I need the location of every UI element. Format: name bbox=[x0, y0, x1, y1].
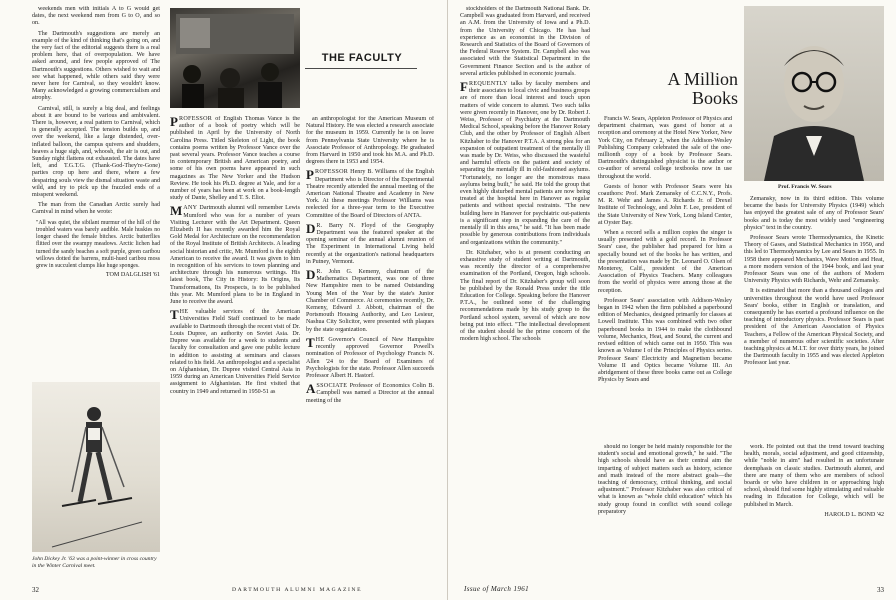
left-col-1-body bbox=[32, 6, 160, 217]
paragraph-text: Governor's Council of New Hampshire recently approved Governor Powell's nomination of Professor of Psychology Francis N. Allen '24 to the Board of Examiners of Psychologists for the state. Professor Allen succeeds Professor Albert H. Hastorf. bbox=[306, 336, 434, 379]
lead-in: ROFESSOR bbox=[314, 169, 349, 176]
paragraph bbox=[170, 309, 300, 395]
lead-in: HE bbox=[179, 309, 189, 316]
paragraph bbox=[598, 184, 732, 227]
paragraph bbox=[598, 444, 732, 516]
paragraph-text: valuable services of the American Universities Field Staff continued to be made available to Dartmouth through the recent visit of Dr. Louis Dupree, an authority on Soviet Asia. Dr. Dupree was available for a week to students and faculty for consultation and gave one public lecture in addition to assisting at seminars and classes related to his field. An anthropologist and a specialist on Afghanistan, Dr. Dupree visited Central Asia in 1959 during an American Universities Field Service assignment to Afghanistan. He first visited that country in 1949 and returned in 1950-51 as bbox=[170, 309, 300, 395]
paragraph bbox=[306, 169, 434, 219]
paragraph: The man from the Canadian Arctic surely had Carnival in mind when he wrote: bbox=[32, 202, 160, 216]
drop-cap: P bbox=[170, 116, 178, 129]
paragraph-text: talks by faculty members and their associates to local civic and business groups are of more than local interest and touch upon matters of wide concern to alumni. Two such talks were given recently in Hanover, one by Dr. Robert J. Weiss, Professor of Psychiatry at the Dartmouth Medical School, speaking before the Hanover Rotary Club, and the other by Professor of English Albert Kitzhaber to the Hanover P.T.A. A strong plea for an expansion of outpatient treatment of the mentally ill was made by Dr. Weiss, who discussed the wasteful and harmful effects on the patient and society of separating the mentally ill in old-fashioned asylums. "Fortunately, no longer are the monstrous mass asylums being built," he said. He told the group that even highly disturbed mental patients are now being treated at the hospital here in Hanover as regular patients and without special restraints. "The new building here in Hanover for psychiatric out-patients is a significant step in expanding the care of the mentally ill in this area," he said. "It has been made possible by generous contributions from individuals and organizations within the community." bbox=[460, 81, 590, 246]
paragraph bbox=[460, 81, 590, 247]
quote-signature: TOM DALGLISH '61 bbox=[105, 272, 160, 279]
paragraph-text: should no longer be held mainly responsible for the student's social and emotional growth," he said. "The high schools should have as their central aim the imparting of subject matters such as history, science and math instead of the more abstract goals—the teaching of democracy, critical thinking, and social adjustment." Professor Kitzhaber was also critical of what is known as "whole child education" which his study group found in conflict with sound college preparatory bbox=[598, 444, 732, 515]
paragraph bbox=[306, 269, 434, 334]
lead-in: R. bbox=[316, 222, 323, 229]
drop-cap: T bbox=[306, 334, 315, 350]
drop-cap: P bbox=[306, 167, 314, 183]
paragraph-text: Barry N. Floyd of the Geography Department was the featured speaker at the opening seminar of the annual alumni reunion of The Experiment in International Living held recently at the organization's national headquarters in Putney, Vermont. bbox=[306, 222, 434, 265]
headline-line-2: Books bbox=[691, 88, 738, 108]
drop-cap: A bbox=[306, 381, 316, 397]
right-col-2-bottom bbox=[598, 444, 732, 574]
drop-cap: T bbox=[170, 307, 179, 323]
portrait-illustration bbox=[744, 6, 884, 181]
right-page bbox=[448, 0, 896, 600]
right-col-3-top bbox=[744, 196, 884, 440]
lead-in: R. bbox=[316, 269, 323, 276]
faculty-header-photo bbox=[170, 8, 300, 108]
headline-line-1: A Million bbox=[667, 69, 738, 89]
paragraph bbox=[598, 116, 732, 181]
issue-footer: Issue of March 1961 bbox=[464, 585, 530, 593]
cross-country-skier-photo bbox=[32, 382, 160, 552]
drop-cap: F bbox=[460, 79, 468, 95]
drop-cap: M bbox=[170, 203, 183, 219]
skier-photo-caption: John Dickey Jr. '63 was a point-winner in cross country in the Winter Carnival meet. bbox=[32, 556, 157, 569]
drop-cap: D bbox=[306, 267, 316, 283]
right-col-3-bottom-body bbox=[744, 444, 884, 509]
paragraph bbox=[460, 6, 590, 78]
skier-illustration bbox=[32, 382, 160, 552]
right-col-2-top bbox=[598, 116, 732, 440]
paragraph bbox=[744, 288, 884, 367]
paragraph-text: When a record sells a million copies the singer is usually presented with a gold record. In Professor Sears' case, the publisher had prepared for him a specially bound set of the books he has written, and the presentation was made by Dr. Leonard O. Olsen of Monterey, Calif., president of the American Association of Physics Teachers. Many colleagues from the world of physics were among those at the reception. bbox=[598, 230, 732, 294]
paragraph-text: Professor Sears wrote Thermodynamics, the Kinetic Theory of Gases, and Statistical Mechanics in 1950, and this led to Thermodynamics by Lee and Sears in 1955. In 1958 there appeared Mechanics, Wave Motion and Heat, a more modern version of the 1944 book, and last year Professor Sears was one of the authors of Modern University Physics with Richards, Wehr and Zemansky. bbox=[744, 235, 884, 285]
left-col-1 bbox=[32, 6, 160, 398]
article-signature: HAROLD L. BOND '42 bbox=[824, 511, 884, 518]
lead-in: ROFESSOR bbox=[178, 116, 213, 122]
drop-cap: D bbox=[306, 220, 316, 236]
portrait-caption: Prof. Francis W. Sears bbox=[778, 184, 832, 190]
paragraph bbox=[306, 383, 434, 405]
lead-in: ANY bbox=[183, 205, 198, 212]
paragraph bbox=[598, 298, 732, 384]
million-books-headline bbox=[598, 70, 738, 108]
lecture-scene-illustration bbox=[170, 8, 300, 108]
paragraph bbox=[306, 116, 434, 166]
right-col-3-bottom bbox=[744, 444, 884, 574]
paragraph-text: Dartmouth alumni will remember Lewis Mumford who was for a number of years Visiting Lecturer with the Art Department. Queen Elizabeth II has recently awarded him the Royal Gold Medal for Architecture on the recommendation of the Royal Institute of British Architects. A leading social historian and critic, Mr. Mumford is the eighth American to receive the award. It was given to him in recognition of his services to town planning and architecture through his numerous writings. His latest book, The City in History: Its Origins, Its Transformations, Its Prospects, is to be published this year. Mr. Mumford plans to be in England in June to receive the award. bbox=[170, 205, 300, 306]
section-title: THE FACULTY bbox=[321, 52, 403, 64]
right-col-1 bbox=[460, 6, 590, 576]
paragraph bbox=[170, 205, 300, 306]
paragraph-text: Professor of Economics Colin B. Campbell was named a Director at the annual meeting of the bbox=[306, 383, 434, 404]
paragraph-text: Henry B. Williams of the English Department who is Director of the Experimental Theatre recently attended the annual meeting of the American National Theatre and Academy in New York. At these meetings Professor Williams was reelected for a three-year term to the Executive Committee of the Board of Directors of ANTA. bbox=[306, 169, 434, 219]
paragraph bbox=[306, 220, 434, 266]
paragraph: The Dartmouth's suggestions are merely an example of the kind of thinking that's going on, and the very fact of the editorial suggests there is a real problem here, that of overpopulation. We have asked around, and few people approved of The Dartmouth's suggestions. Others wished to wait and see what happened, while others said they were never here for Carnival, so they wouldn't know. Many acknowledged a growing commercialism and atrophy. bbox=[32, 30, 160, 102]
paragraph-text: Zemansky, now in its third edition. This volume became the basis for University Physics (1949) which has enjoyed the greatest sale of any of Professor Sears' books and is today the most widely used "engineering physics" text in the country. bbox=[744, 196, 884, 231]
arctic-quote: "All was quiet, the sibilant murmur of the hill of the troubled waters was barely audible. Male huskies no longer chased the female bitches. Arctic butterflies flitted over the swampy meadows. Arctic lichen had turned the sandy beaches a soft purple, green caribou willows dotted the barrens, multi-hued caribou moss grew in succulent clumps like huge sponges. bbox=[36, 219, 160, 269]
paragraph bbox=[598, 230, 732, 295]
paragraph-text: of English Thomas Vance is the author of a book of poetry which will be published in April by the University of North Carolina Press. Titled Skeleton of Light, the book contains poems written by Professor Vance over the past several years. Professor Vance teaches a course in contemporary British and American poetry, and some of his own poems have appeared in such magazines as The New Yorker and the Hudson Review. He took his Ph.D. degree at Yale, and for a number of years has been at work on a book-length study of Dante, Shelley and T. S. Eliot. bbox=[170, 116, 300, 202]
left-col-3 bbox=[306, 116, 434, 576]
right-page-number: 33 bbox=[877, 586, 884, 594]
paragraph-text: Francis W. Sears, Appleton Professor of Physics and department chairman, was guest of honor at a reception and ceremony at the Hotel New Yorker, New York City, on February 2, when the Addison-Wesley Publishing Company celebrated the sale of the one-millionth copy of a book by Professor Sears. Dartmouth's distinguished physicist is the author or co-author of several college textbooks now in use throughout the world. bbox=[598, 116, 732, 180]
paragraph bbox=[306, 334, 434, 380]
paragraph bbox=[460, 250, 590, 344]
magazine-running-footer: DARTMOUTH ALUMNI MAGAZINE bbox=[232, 587, 363, 593]
paragraph-text: Dr. Kitzhaber, who is at present conducting an exhaustive study of student writing at Dartmouth, was recently the director of a comprehensive examination of the Portland, Oregon, high schools. The final report of Dr. Kitzhaber's group will soon be published by the Ronald Press under the title Education for College. Speaking before the Hanover P.T.A., he outlined some of the challenging recommendations made by his study group to the Portland school system, several of which are now being put into effect. "The intellectual development of the student should be the prime concern of the modern high school. The schools bbox=[460, 249, 590, 343]
lead-in: REQUENTLY bbox=[468, 81, 508, 88]
left-col-2 bbox=[170, 116, 300, 576]
paragraph bbox=[744, 196, 884, 232]
paragraph-text: an anthropologist for the American Museum of Natural History. He was elected a research associate for the museum in 1959. Currently he is on leave from Pennsylvania State University where he is Associate Professor of Anthropology. He graduated from Harvard in 1950 and took his M.A. and Ph.D. degrees there in 1953 and 1954. bbox=[306, 116, 434, 166]
paragraph: Carnival, still, is surely a big deal, and feelings about it are bound to be various and ambivalent. There is, however, a real pattern to Carnival, which is generally accepted. The tension builds up, and over the weekend, like a large distended, over-inflated balloon, the campus quivers and shudders, heaves a huge sigh, and, whoosh, the air is out, and Sunday night flattens out exhausted. The dates have left, and T.G.T.G. (Thank-God-They're-Gone) parties crop up here and there, where a few despairing souls view the dismal situation waste and wild, and try to pick up the frazzled ends of a misspent weekend. bbox=[32, 105, 160, 199]
paragraph-text: Professor Sears' association with Addison-Wesley began in 1942 when the firm published a paperbound edition of Mechanics, designed primarily for classes at Lowell Institute. This was combined with two other paperbound books in 1944 to make the clothbound volume, Mechanics, Heat, and Sound, the current and revised edition of which came out in 1950. This was known as Volume I of the Principles of Physics series. Professor Sears' Electricity and Magnetism became Volume II and Optics became Volume III. An abridgement of these three books came out as College Physics by Sears and bbox=[598, 297, 732, 384]
paragraph-text: work. He pointed out that the trend toward teaching health, morals, social adjustment, and good citizenship, while "noble in aim" had resulted in an unfortunate deemphasis on classic studies. Dartmouth alumni, and there are many of them who are members of school boards or who have children in or approaching high school, should find some highly stimulating and valuable reading in Education for College, which will be published in March. bbox=[744, 444, 884, 508]
francis-sears-portrait bbox=[744, 6, 884, 181]
title-rule bbox=[305, 68, 417, 69]
paragraph-text: It is estimated that more than a thousand colleges and universities throughout the world have used Professor Sears' books, either in English or translation, and consequently he has exerted a profound influence on the teaching of introductory physics. Professor Sears is past president of the American Association of Physics Teachers, a Fellow of the American Physical Society, and a member of numerous other scientific societies. After teaching physics at M.I.T. for over thirty years, he joined the Dartmouth faculty in 1955 and was elected Appleton Professor last year. bbox=[744, 288, 884, 367]
paragraph-text: stockholders of the Dartmouth National Bank. Dr. Campbell was graduated from Harvard, and received an A.M. from the University of Iowa and a Ph.D. from the University of Chicago. He has had experience as an economist in the Division of Research and Statistics of the Board of Governors of the Federal Reserve System. Dr. Campbell also was associated with the Statistical Department in the Government Finance Section and is the author of several articles published in economic journals. bbox=[460, 6, 590, 77]
paragraph: weekends men with initials A to G would get dates, the next weekend men from G to O, and so on. bbox=[32, 6, 160, 27]
paragraph bbox=[170, 116, 300, 202]
lead-in: HE bbox=[315, 336, 325, 343]
paragraph-text: John G. Kemeny, chairman of the Mathematics Department, was one of three New Hampshire men to be named Outstanding Young Men of the Year by the state's Junior Chamber of Commerce. At ceremonies recently, Dr. Kemeny, Edward J. Abbott, chairman of the Portsmouth Housing Authority, and Leo Lesieur, Nashua City Solicitor, were presented with plaques by the state organization. bbox=[306, 269, 434, 333]
paragraph bbox=[744, 235, 884, 285]
paragraph-text: Guests of honor with Professor Sears were his coauthors: Prof. Mark Zemansky of C.C.N.Y., Profs. M. R. Wehr and James A. Richards Jr. of Drexel Institute of Technology, and John F. Lee, president of the State University of New York, Long Island Center, at Oyster Bay. bbox=[598, 183, 732, 226]
lead-in: SSOCIATE bbox=[316, 383, 348, 390]
left-page-number: 32 bbox=[32, 586, 39, 594]
paragraph bbox=[744, 444, 884, 509]
